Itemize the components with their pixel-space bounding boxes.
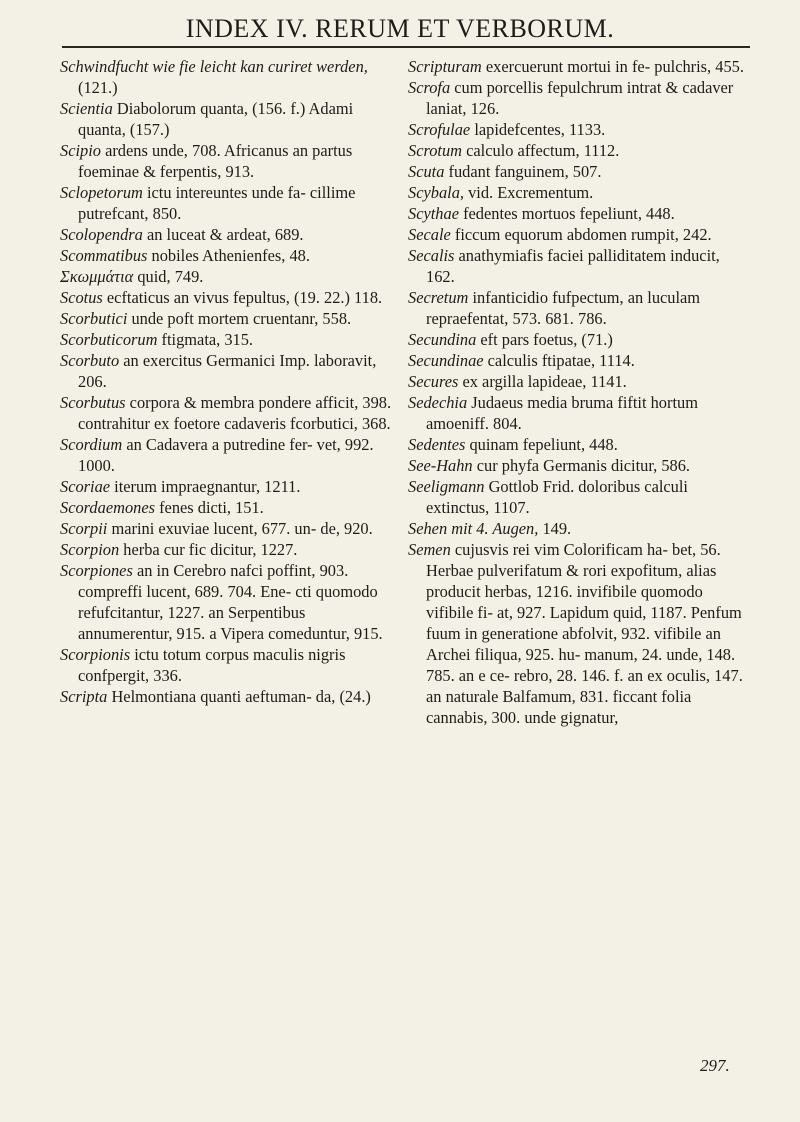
entry-text: an luceat & ardeat, 689. — [142, 225, 304, 244]
index-entry — [60, 56, 403, 98]
index-entry — [60, 224, 403, 245]
entry-headword: Scythae — [408, 204, 459, 223]
entry-headword: Secretum — [408, 288, 469, 307]
entry-text: ardens unde, 708. Africanus an partus foeminae & ferpentis, 913. — [78, 141, 353, 181]
entry-text: quinam fepeliunt, 448. — [465, 435, 618, 454]
index-entry — [60, 686, 403, 707]
entry-text: cur phyfa Germanis dicitur, 586. — [472, 456, 691, 475]
entry-text: ex argilla lapideae, 1141. — [458, 372, 627, 391]
index-entry — [60, 497, 403, 518]
entry-text: quid, 749. — [133, 267, 204, 286]
entry-text: Helmontiana quanti aeftuman- da, (24.) — [107, 687, 371, 706]
entry-text: an in Cerebro nafci poffint, 903. compreffi lucent, 689. 704. Ene- cti quomodo refufcitantur, 1227. an Serpentibus annumerentur, 915. a Vipera comeduntur, 915. — [78, 561, 383, 643]
entry-text: ftigmata, 315. — [157, 330, 254, 349]
entry-headword: Sedentes — [408, 435, 466, 454]
entry-headword: Scolopendra — [60, 225, 143, 244]
index-entry — [408, 119, 751, 140]
index-entry — [408, 203, 751, 224]
entry-headword: Secures — [408, 372, 459, 391]
index-entry — [60, 287, 403, 308]
entry-text: calculo affectum, 1112. — [462, 141, 620, 160]
entry-text: fudant fanguinem, 507. — [444, 162, 602, 181]
entry-headword: Secale — [408, 225, 451, 244]
index-entry — [60, 539, 403, 560]
entry-headword: Scrofa — [408, 78, 451, 97]
entry-headword: Schwindfucht wie fie leicht kan curiret werden, — [60, 57, 368, 76]
entry-text: nobiles Athenienfes, 48. — [147, 246, 310, 265]
entry-headword: Sedechia — [408, 393, 468, 412]
index-entry — [408, 371, 751, 392]
entry-headword: Scorpiones — [60, 561, 133, 580]
entry-text: anathymiafis faciei palliditatem inducit, 162. — [426, 246, 720, 286]
entry-text: ictu intereuntes unde fa- cillime putrefcant, 850. — [78, 183, 356, 223]
entry-text: calculis ftipatae, 1114. — [483, 351, 635, 370]
entry-text: Judaeus media bruma fiftit hortum amoeniff. 804. — [426, 393, 698, 433]
index-entry — [408, 56, 751, 77]
index-entry — [60, 308, 403, 329]
index-entry — [408, 224, 751, 245]
index-entry — [408, 161, 751, 182]
entry-text: an Cadavera a putredine fer- vet, 992. 1000. — [78, 435, 374, 475]
entry-headword: Scordaemones — [60, 498, 155, 517]
page-number: 297. — [700, 1056, 730, 1075]
entry-headword: Scotus — [60, 288, 103, 307]
entry-text: an exercitus Germanici Imp. laboravit, 206. — [78, 351, 377, 391]
entry-headword: Scrotum — [408, 141, 463, 160]
entry-text: unde poft mortem cruentanr, 558. — [127, 309, 352, 328]
index-entry — [408, 539, 751, 728]
entry-text: exercuerunt mortui in fe- pulchris, 455. — [481, 57, 744, 76]
index-entry — [408, 518, 751, 539]
index-entry — [60, 245, 403, 266]
entry-text: lapidefcentes, 1133. — [470, 120, 606, 139]
header-rule — [62, 46, 750, 48]
index-entry — [408, 350, 751, 371]
index-entry — [60, 329, 403, 350]
entry-text: vid. Excrementum. — [463, 183, 594, 202]
entry-text: fedentes mortuos fepeliunt, 448. — [458, 204, 675, 223]
entry-headword: Scrofulae — [408, 120, 471, 139]
entry-text: (121.) — [78, 78, 118, 97]
page-header: INDEX IV. RERUM ET VERBORUM. — [185, 14, 615, 43]
entry-headword: Scripturam — [408, 57, 482, 76]
entry-headword: Scommatibus — [60, 246, 148, 265]
entry-text: herba cur fic dicitur, 1227. — [119, 540, 298, 559]
index-entry — [60, 434, 403, 476]
index-entry — [408, 182, 751, 203]
entry-text: ficcum equorum abdomen rumpit, 242. — [450, 225, 712, 244]
entry-text: ecftaticus an vivus fepultus, (19. 22.) 118. — [102, 288, 383, 307]
index-entry — [60, 98, 403, 140]
entry-headword: Scorpionis — [60, 645, 131, 664]
index-entry — [60, 644, 403, 686]
index-entry — [60, 266, 403, 287]
entry-text: Diabolorum quanta, (156. f.) Adami quanta, (157.) — [78, 99, 354, 139]
entry-text: infanticidio fufpectum, an luculam repraefentat, 573. 681. 786. — [426, 288, 701, 328]
index-entry — [408, 329, 751, 350]
entry-headword: Sehen mit 4. Augen, — [408, 519, 539, 538]
entry-headword: Scybala, — [408, 183, 464, 202]
index-entry — [60, 140, 403, 182]
index-entry — [408, 455, 751, 476]
entry-headword: Scipio — [60, 141, 101, 160]
entry-headword: Scorbutici — [60, 309, 128, 328]
entry-text: cujusvis rei vim Colorificam ha- bet, 56. Herbae pulverifatum & rori expofitum, alias producit herbas, 1216. invifibile quomodo vifibile fi- at, 927. Lapidum quid, 1187. Penfum fuum in generatione abfolvit, 932. vifibile an Archei filiqua, 925. hu- manum, 24. unde, 148. 785. an e ce- rebro, 28. 146. f. an ex oculis, 147. an naturale Balfamum, 831. ficcant folia cannabis, 300. unde gignatur, — [426, 540, 743, 727]
entry-headword: Secundina — [408, 330, 477, 349]
entry-headword: Sclopetorum — [60, 183, 143, 202]
entry-headword: See-Hahn — [408, 456, 473, 475]
entry-text: 149. — [538, 519, 572, 538]
entry-text: iterum impraegnantur, 1211. — [110, 477, 301, 496]
index-entry — [408, 77, 751, 119]
entry-text: corpora & membra pondere afficit, 398. contrahitur ex foetore cadaveris fcorbutici, 368. — [78, 393, 392, 433]
index-entry — [60, 392, 403, 434]
index-entry — [408, 392, 751, 434]
entry-headword: Secundinae — [408, 351, 484, 370]
entry-headword: Scoriae — [60, 477, 111, 496]
entry-text: Gottlob Frid. doloribus calculi extinctus, 1107. — [426, 477, 688, 517]
left-column — [60, 56, 403, 707]
index-entry — [60, 560, 403, 644]
entry-headword: Secalis — [408, 246, 455, 265]
right-column — [408, 56, 751, 728]
index-entry — [408, 287, 751, 329]
index-entry — [408, 140, 751, 161]
entry-headword: Scorbutus — [60, 393, 126, 412]
entry-headword: Scripta — [60, 687, 108, 706]
index-entry — [60, 350, 403, 392]
entry-headword: Seeligmann — [408, 477, 485, 496]
entry-headword: Scorbuto — [60, 351, 120, 370]
entry-text: ictu totum corpus maculis nigris confpergit, 336. — [78, 645, 346, 685]
entry-text: cum porcellis fepulchrum intrat & cadaver laniat, 126. — [426, 78, 734, 118]
entry-headword: Scuta — [408, 162, 445, 181]
entry-headword: Σκωμμάτια — [60, 267, 134, 286]
entry-text: eft pars foetus, (71.) — [476, 330, 613, 349]
entry-headword: Scientia — [60, 99, 113, 118]
index-entry — [408, 434, 751, 455]
entry-headword: Semen — [408, 540, 451, 559]
index-entry — [60, 518, 403, 539]
entry-headword: Scorbuticorum — [60, 330, 158, 349]
entry-text: fenes dicti, 151. — [154, 498, 264, 517]
index-entry — [60, 182, 403, 224]
entry-headword: Scorpion — [60, 540, 120, 559]
index-entry — [408, 476, 751, 518]
entry-headword: Scordium — [60, 435, 123, 454]
index-entry — [408, 245, 751, 287]
entry-headword: Scorpii — [60, 519, 108, 538]
entry-text: marini exuviae lucent, 677. un- de, 920. — [107, 519, 373, 538]
index-entry — [60, 476, 403, 497]
